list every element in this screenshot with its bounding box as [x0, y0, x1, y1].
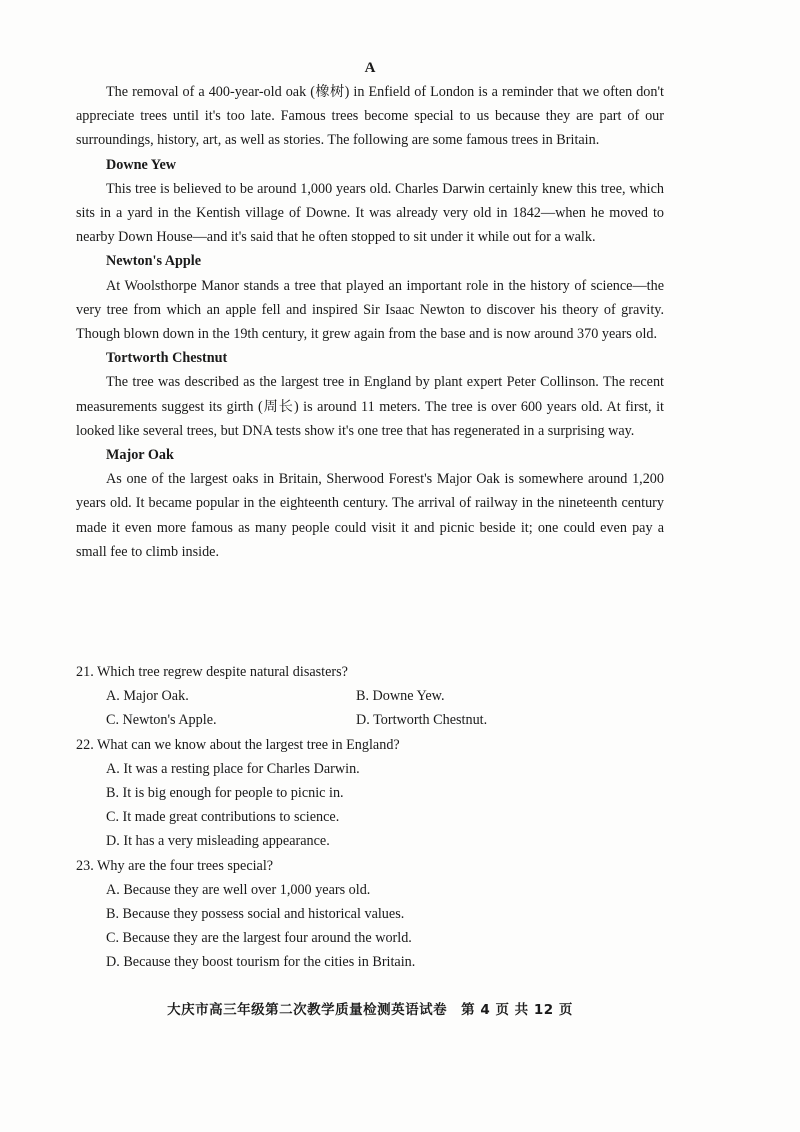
question-block — [76, 660, 664, 975]
tree-heading-downe-yew: Downe Yew — [106, 156, 177, 173]
option-d: D. Because they boost tourism for the cities in Britain. — [106, 954, 416, 971]
question-stem: 22. What can we know about the largest tree in England? — [76, 736, 400, 753]
question-21 — [76, 660, 664, 733]
tree-text-major-oak: As one of the largest oaks in Britain, Sherwood Forest's Major Oak is somewhere around 1,200 years old. It became popular in the eighteenth century. The arrival of railway in the nineteenth century made it even more famous as many people could visit it and picnic beside it; one could even pay a small fee to climb inside. — [76, 471, 664, 560]
option-row — [76, 708, 664, 732]
option-row — [76, 684, 664, 708]
question-23 — [76, 854, 664, 975]
tree-heading-newtons-apple: Newton's Apple — [106, 253, 201, 270]
option-c: C. Because they are the largest four around the world. — [106, 930, 412, 947]
option-b: B. Downe Yew. — [356, 688, 445, 705]
option-d: D. Tortworth Chestnut. — [356, 712, 488, 729]
intro-paragraph: The removal of a 400-year-old oak (橡树) in Enfield of London is a reminder that we often don't appreciate trees until it's too late. Famous trees become special to us because they are part of our surroundings, history, art, as well as stories. The following are some famous trees in Britain. — [76, 84, 664, 149]
option-c: C. Newton's Apple. — [106, 712, 217, 729]
option-b: B. It is big enough for people to picnic in. — [106, 785, 344, 802]
tree-heading-major-oak: Major Oak — [106, 447, 174, 464]
option-b: B. Because they possess social and historical values. — [106, 906, 405, 923]
option-a: A. Because they are well over 1,000 years old. — [106, 881, 371, 898]
tree-text-downe-yew: This tree is believed to be around 1,000 years old. Charles Darwin certainly knew this tree, which sits in a yard in the Kentish village of Downe. It was already very old in 1842—when he moved to nearby Down House—and it's said that he often stopped to sit under it while out for a walk. — [76, 180, 664, 246]
question-stem: 23. Why are the four trees special? — [76, 857, 274, 874]
option-a: A. Major Oak. — [106, 688, 189, 705]
tree-text-tortworth-chestnut: The tree was described as the largest tree in England by plant expert Peter Collinson. The recent measurements suggest its girth (周长) is around 11 meters. The tree is over 600 years old. At first, it looked like several trees, but DNA tests show it's one tree that has regenerated in a surprising way. — [76, 374, 664, 439]
option-d: D. It has a very misleading appearance. — [106, 833, 330, 850]
page-footer: 大庆市高三年级第二次教学质量检测英语试卷 第 4 页 共 12 页 — [167, 1002, 573, 1018]
option-c: C. It made great contributions to science. — [106, 809, 340, 826]
option-a: A. It was a resting place for Charles Darwin. — [106, 760, 360, 777]
question-stem: 21. Which tree regrew despite natural disasters? — [76, 664, 348, 680]
section-letter: A — [364, 60, 376, 76]
reading-passage — [76, 80, 664, 564]
tree-text-newtons-apple: At Woolsthorpe Manor stands a tree that played an important role in the history of science—the very tree from which an apple fell and inspired Sir Isaac Newton to discover his theory of gravity. Though blown down in the 19th century, it grew again from the base and is now around 370 years old. — [76, 277, 664, 343]
tree-heading-tortworth-chestnut: Tortworth Chestnut — [106, 350, 228, 367]
question-22 — [76, 733, 664, 854]
